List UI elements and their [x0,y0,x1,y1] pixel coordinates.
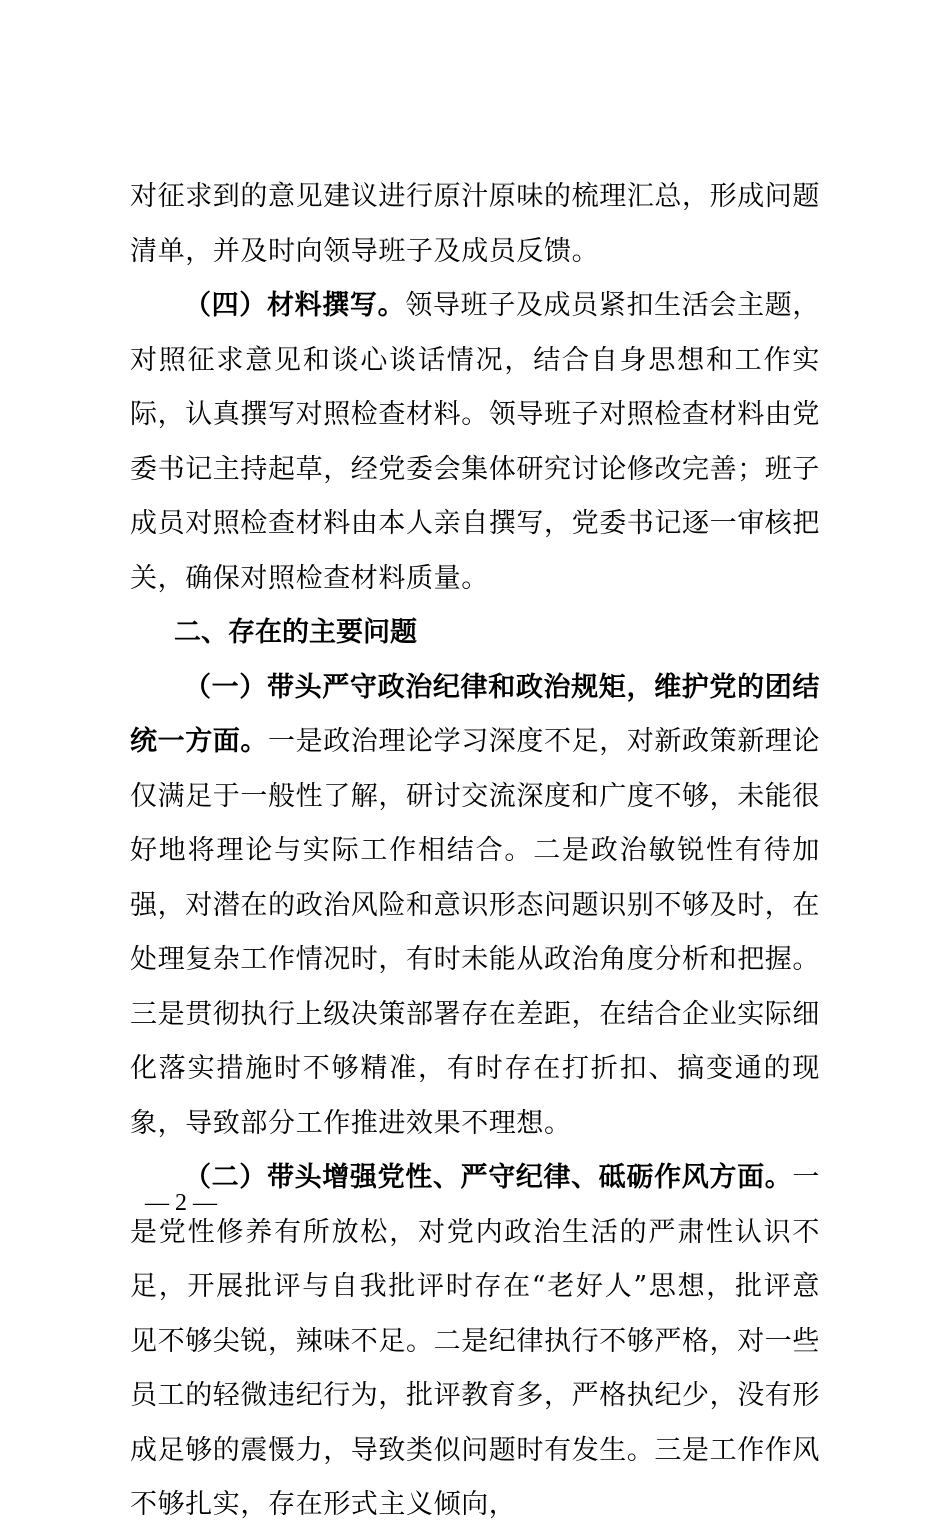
paragraph-lead: （四）材料撰写。 [184,290,406,321]
section-heading: 二、存在的主要问题 [174,617,417,648]
document-body [130,170,820,1533]
paragraph-text: 对征求到的意见建议进行原汁原味的梳理汇总，形成问题清单，并及时向领导班子及成员反馈。 [130,181,820,267]
page-number: — 2 — [145,1190,217,1216]
paragraph-material-writing [130,279,820,606]
paragraph-text: 领导班子及成员紧扣生活会主题，对照征求意见和谈心谈话情况，结合自身思想和工作实际，认真撰写对照检查材料。领导班子对照检查材料由党委书记主持起草，经党委会集体研究讨论修改完善；班子成员对照检查材料由本人亲自撰写，党委书记逐一审核把关，确保对照检查材料质量。 [130,290,820,594]
paragraph-text: 一是政治理论学习深度不足，对新政策新理论仅满足于一般性了解，研讨交流深度和广度不够，未能很好地将理论与实际工作相结合。二是政治敏锐性有待加强，对潜在的政治风险和意识形态问题识别不够及时，在处理复杂工作情况时，有时未能从政治角度分析和把握。三是贯彻执行上级决策部署存在差距，在结合企业实际细化落实措施时不够精准，有时存在打折扣、搞变通的现象，导致部分工作推进效果不理想。 [130,726,820,1139]
paragraph-problem-politics [130,661,820,1152]
paragraph-lead: （二）带头增强党性、严守纪律、砥砺作风方面。 [184,1162,793,1193]
paragraph-continuation [130,170,820,279]
paragraph-lead: （一）带头严守政治纪律和政治规矩，维护党的团结统一方面。 [130,671,820,757]
paragraph-text: 一是党性修养有所放松，对党内政治生活的严肃性认识不足，开展批评与自我批评时存在“老好人”思想，批评意见不够尖锐，辣味不足。二是纪律执行不够严格，对一些员工的轻微违纪行为，批评教育多，严格执纪少，没有形成足够的震慑力，导致类似问题时有发生。三是工作作风不够扎实，存在形式主义倾向， [130,1162,820,1520]
paragraph-problem-party [130,1151,820,1533]
